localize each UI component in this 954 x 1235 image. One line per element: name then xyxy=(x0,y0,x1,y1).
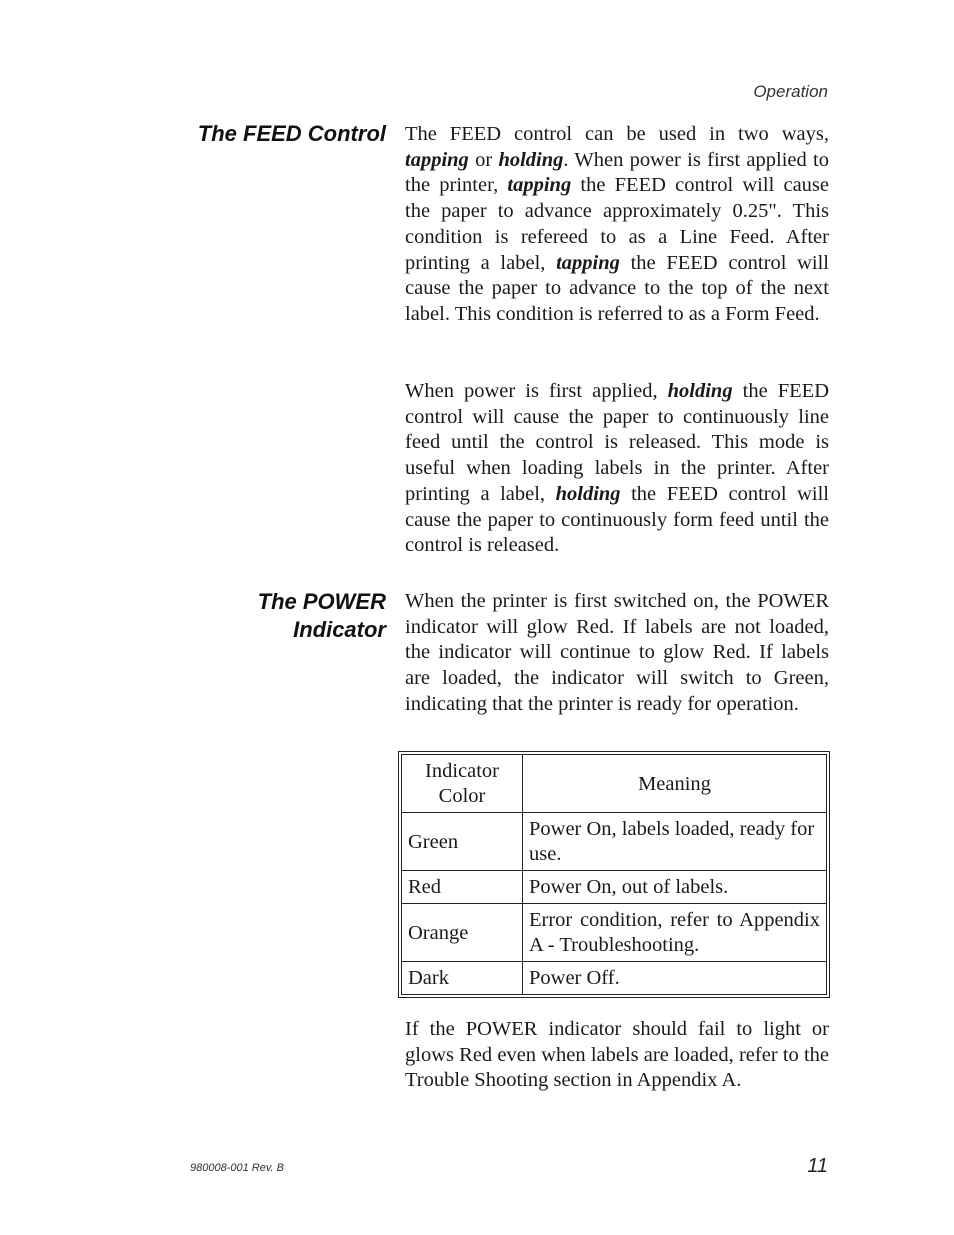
power-paragraph-1: When the printer is first switched on, the POWER indicator will glow Red. If labels are not loaded, the indicator will continue to glow Red. If labels are loaded, the indicator will switch to Green, indicating that the printer is ready for operation. xyxy=(405,590,829,715)
table-cell-color: Green xyxy=(402,813,523,871)
page-number: 11 xyxy=(807,1155,828,1177)
table-cell-meaning: Power On, labels loaded, ready for use. xyxy=(523,813,827,871)
indicator-table xyxy=(398,751,830,998)
table-row xyxy=(402,904,827,962)
running-header: Operation xyxy=(753,82,828,101)
table-cell-color: Red xyxy=(402,871,523,904)
table-cell-color: Orange xyxy=(402,904,523,962)
table-cell-meaning: Error condition, refer to Appendix A - Troubleshooting. xyxy=(523,904,827,962)
table-row xyxy=(402,962,827,995)
feed-paragraph-2: When power is first applied, holding the FEED control will cause the paper to continuously line feed until the control is released. This mode is useful when loading labels in the printer. After printing a label, holding the FEED control will cause the paper to continuously form feed until the control is released. xyxy=(405,380,830,557)
table-header-color: Indicator Color xyxy=(402,755,523,813)
table-cell-color: Dark xyxy=(402,962,523,995)
power-indicator-heading: The POWER Indicator xyxy=(257,589,386,642)
feed-control-heading: The FEED Control xyxy=(197,121,386,146)
feed-paragraph-1: The FEED control can be used in two ways, tapping or holding. When power is first applied to the printer, tapping the FEED control will cause the paper to advance approximately 0.25". This condition is refereed to as a Line Feed. After printing a label, tapping the FEED control will cause the paper to advance to the top of the next label. This condition is referred to as a Form Feed. xyxy=(405,123,829,325)
table-row xyxy=(402,871,827,904)
table-row xyxy=(402,813,827,871)
table-cell-meaning: Power On, out of labels. xyxy=(523,871,827,904)
table-header-meaning: Meaning xyxy=(523,755,827,813)
table-cell-meaning: Power Off. xyxy=(523,962,827,995)
power-paragraph-2: If the POWER indicator should fail to light or glows Red even when labels are loaded, refer to the Trouble Shooting section in Appendix A. xyxy=(405,1018,829,1092)
document-number: 980008-001 Rev. B xyxy=(190,1162,284,1174)
table-header-row xyxy=(402,755,827,813)
